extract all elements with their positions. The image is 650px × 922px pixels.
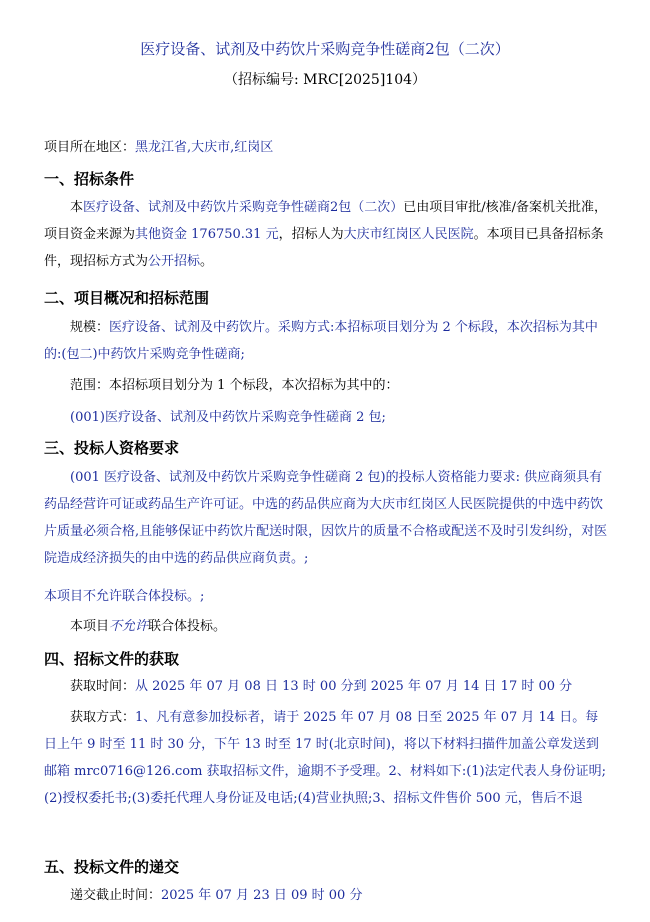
deadline-value: 2025 年 07 月 23 日 09 时 00 分 [161, 888, 363, 903]
tenderer-name: 大庆市红岗区人民医院 [343, 227, 474, 242]
deadline-label: 递交截止时间： [70, 888, 162, 903]
section-3-consortium [70, 617, 630, 637]
consortium-value: 不允许 [109, 619, 149, 634]
section-2-scale [44, 314, 609, 368]
section-5-heading: 五、投标文件的递交 [44, 858, 180, 876]
text-fragment: 本项目 [70, 619, 110, 634]
text-fragment: 已由项目审批/核准/备案机关批准，项目资金来源为 [44, 200, 608, 242]
text-fragment: 。 [200, 254, 214, 269]
location-value: 黑龙江省,大庆市,红岗区 [135, 140, 274, 155]
tender-method: 公开招标 [148, 254, 201, 269]
scale-label: 规模： [70, 320, 110, 335]
text-fragment: ，招标人为 [278, 227, 344, 242]
section-1-paragraph [44, 194, 609, 275]
section-4-method [44, 704, 609, 812]
project-name: 医疗设备、试剂及中药饮片采购竞争性磋商2包（二次） [83, 200, 404, 215]
method-value: 1、凡有意参加投标者，请于 2025 年 07 月 08 日至 2025 年 07 月 14 日。每日上午 9 时至 11 时 30 分，下午 13 时至 17 时(北京时间)，将以下材料扫描件加盖公章发送到邮箱 mrc0716@126.com 获取招标文件，逾期不予受理。2、材料如下:(1)法定代表人身份证明;(2)授权委托书;(3)委托代理人身份证及电话;(4)营业执照;3、招标文件售价 500 元，售后不退 [44, 710, 606, 806]
location-label: 项目所在地区： [44, 140, 136, 155]
project-location [44, 138, 604, 158]
text-fragment: 联合体投标。 [148, 619, 227, 634]
text-fragment: 本 [70, 200, 84, 215]
section-3-heading: 三、投标人资格要求 [44, 439, 180, 457]
funding-source: 其他资金 176750.31 元 [135, 227, 279, 242]
document-title: 医疗设备、试剂及中药饮片采购竞争性磋商2包（二次） [140, 40, 510, 58]
time-value: 从 2025 年 07 月 08 日 13 时 00 分到 2025 年 07 月 14 日 17 时 00 分 [135, 679, 573, 694]
section-2-range-item: (001)医疗设备、试剂及中药饮片采购竞争性磋商 2 包; [70, 410, 386, 425]
section-1-heading: 一、招标条件 [44, 170, 135, 188]
section-3-qualification: (001 医疗设备、试剂及中药饮片采购竞争性磋商 2 包)的投标人资格能力要求: 供应商须具有药品经营许可证或药品生产许可证。中选的药品供应商为大庆市红岗区人民医院提供的中选中药饮片质量必须合格,且能够保证中药饮片配送时限，因饮片的质量不合格或配送不及时引发纠纷，对医院造成经济损失的由中选的药品供应商负责。; [44, 470, 608, 566]
text-fragment: 。本项目已具备招标条件，现招标方式为 [44, 227, 604, 269]
section-4-time [70, 677, 630, 697]
tender-number: （招标编号: MRC[2025]104） [223, 72, 427, 88]
section-3-consortium-note: 本项目不允许联合体投标。; [44, 589, 205, 604]
section-2-heading: 二、项目概况和招标范围 [44, 289, 210, 307]
scale-value: 医疗设备、试剂及中药饮片。采购方式:本招标项目划分为 2 个标段，本次招标为其中的:(包二)中药饮片采购竞争性磋商; [44, 320, 598, 362]
time-label: 获取时间： [70, 679, 136, 694]
section-5-deadline [70, 886, 630, 906]
section-2-range: 范围：本招标项目划分为 1 个标段，本次招标为其中的： [70, 378, 399, 393]
method-label: 获取方式： [70, 710, 136, 725]
section-4-heading: 四、招标文件的获取 [44, 650, 180, 668]
